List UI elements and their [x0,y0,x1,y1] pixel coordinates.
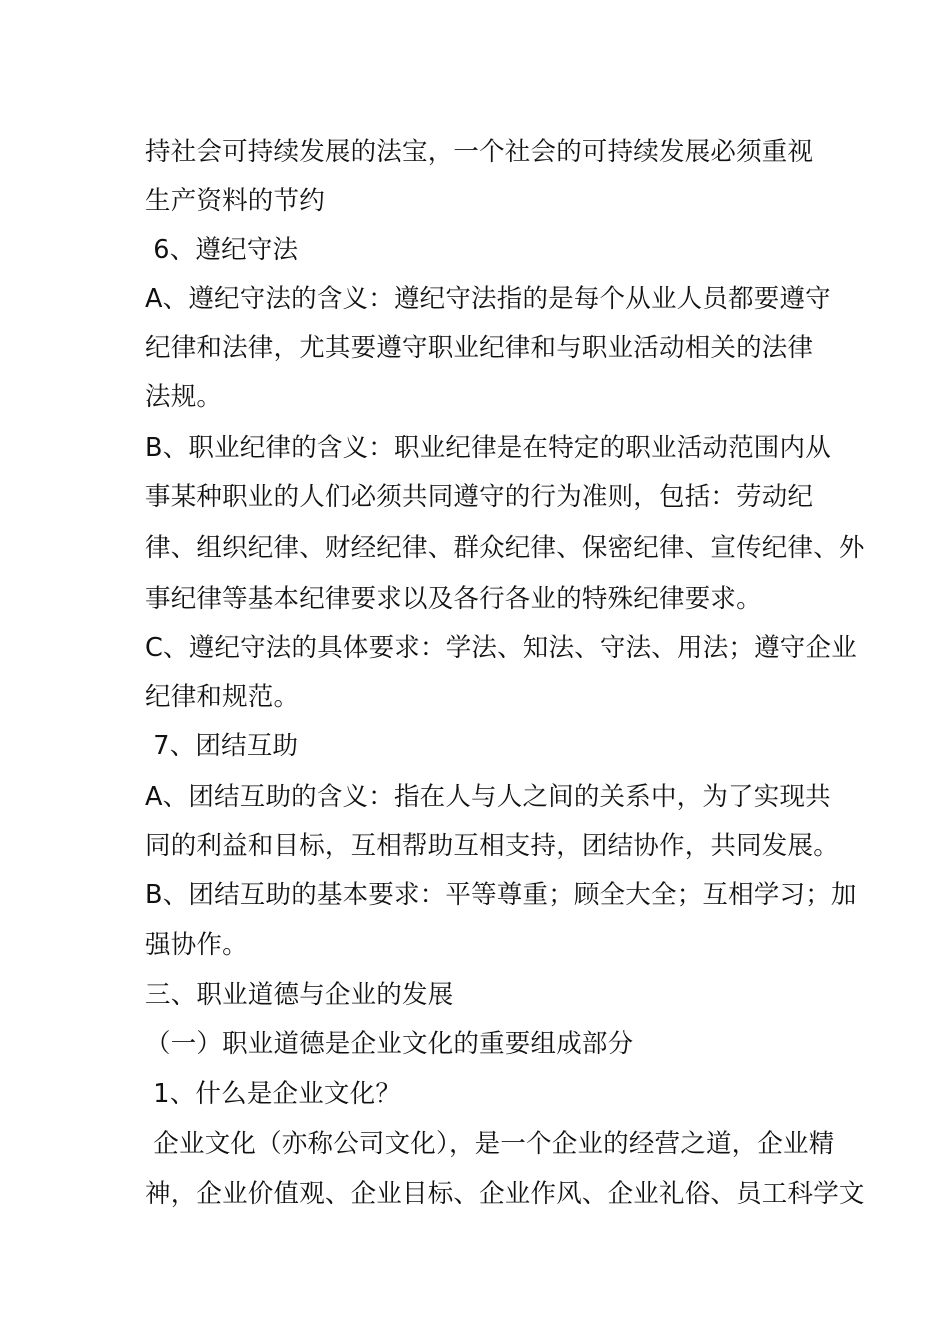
section-heading: 7、团结互助 [145,731,299,761]
section-heading: 三、职业道德与企业的发展 [145,980,454,1010]
text-line: C、遵纪守法的具体要求：学法、知法、守法、用法；遵守企业 [145,633,857,663]
text-line: A、遵纪守法的含义：遵纪守法指的是每个从业人员都要遵守 [145,284,831,314]
text-line: 纪律和法律，尤其要遵守职业纪律和与职业活动相关的法律 [145,333,814,363]
text-line: A、团结互助的含义：指在人与人之间的关系中，为了实现共 [145,782,831,812]
text-line: 同的利益和目标，互相帮助互相支持，团结协作，共同发展。 [145,831,839,861]
text-line: B、职业纪律的含义：职业纪律是在特定的职业活动范围内从 [145,433,831,463]
text-line: 律、组织纪律、财经纪律、群众纪律、保密纪律、宣传纪律、外 [145,533,865,563]
text-line: 企业文化（亦称公司文化），是一个企业的经营之道，企业精 [145,1129,835,1159]
text-line: 生产资料的节约 [145,186,325,216]
text-line: 事某种职业的人们必须共同遵守的行为准则，包括：劳动纪 [145,482,814,512]
text-line: 神，企业价值观、企业目标、企业作风、企业礼俗、员工科学文 [145,1179,865,1209]
section-heading: 6、遵纪守法 [145,235,299,265]
text-line: 事纪律等基本纪律要求以及各行各业的特殊纪律要求。 [145,584,762,614]
subsection-heading: 1、什么是企业文化？ [145,1079,402,1109]
text-line: 法规。 [145,382,223,412]
text-line: 纪律和规范。 [145,682,300,712]
subsection-heading: （一）职业道德是企业文化的重要组成部分 [145,1029,634,1059]
text-line: 持社会可持续发展的法宝，一个社会的可持续发展必须重视 [145,137,814,167]
text-line: 强协作。 [145,930,248,960]
text-line: B、团结互助的基本要求：平等尊重；顾全大全；互相学习；加 [145,880,857,910]
